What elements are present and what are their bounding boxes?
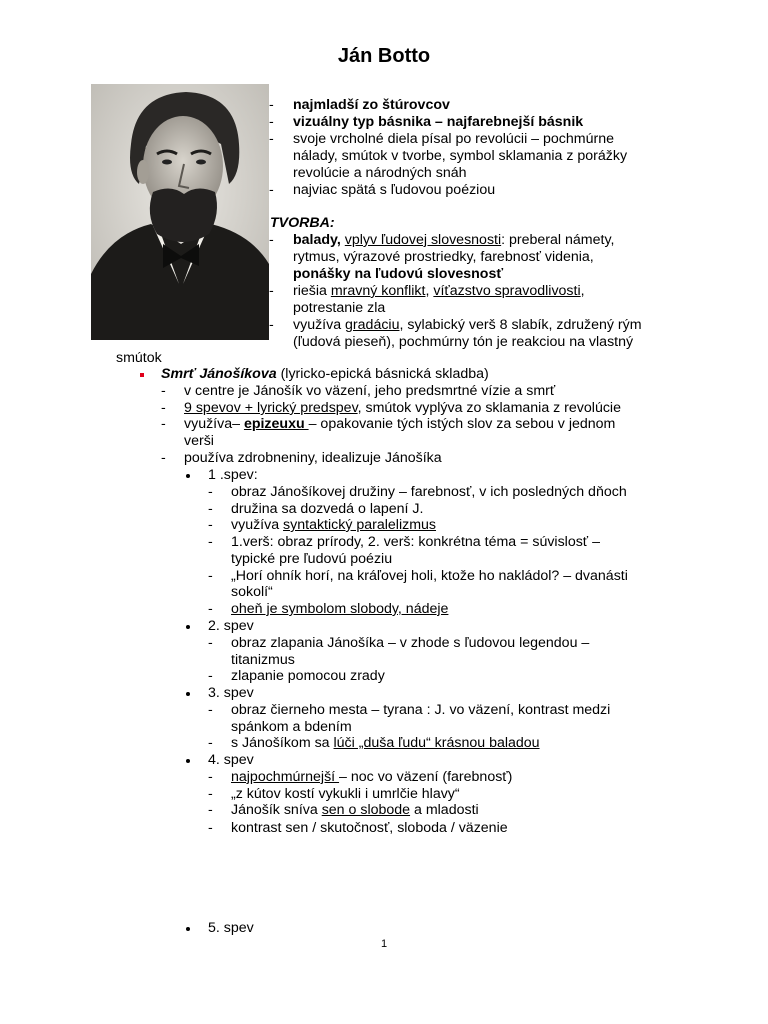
spev1-dash-b [208, 501, 213, 518]
spev4-item-c-a: Jánošík sníva [231, 802, 322, 818]
spev1-item-d-line-1: 1.verš: obraz prírody, 2. verš: konkrétna téma = súvislosť – [231, 534, 600, 550]
spev2-item-a-line-2: titanizmus [231, 652, 295, 668]
bullet-dot-icon [186, 759, 190, 763]
intro-dash-4 [269, 182, 274, 199]
portrait-image [91, 84, 269, 340]
tvorba-item-3-line-3: smútok [116, 350, 162, 366]
tvorba-vitazstvo: víťazstvo spravodlivosti [433, 283, 581, 299]
bullet-dot-icon [186, 692, 190, 696]
tvorba-item-2-a: riešia [293, 283, 331, 299]
smrt-dash-1 [161, 383, 166, 400]
intro-item-3-line-2: nálady, smútok v tvorbe, symbol sklamania z porážky [293, 148, 628, 164]
spev3-label: 3. spev [208, 685, 254, 701]
tvorba-balady: balady, [293, 232, 341, 248]
bullet-dot-icon [186, 625, 190, 629]
intro-dash-1 [269, 97, 274, 114]
tvorba-item-3-a: využíva [293, 317, 346, 333]
bullet-dot-icon [186, 474, 190, 478]
tvorba-mravny-konflikt: mravný konflikt [330, 283, 426, 299]
spev4-label: 4. spev [208, 752, 254, 768]
tvorba-item-1-line-3: ponášky na ľudovú slovesnosť [293, 266, 504, 282]
spev4-item-c [231, 802, 479, 819]
spev1-item-e-line-2: sokolí“ [231, 584, 273, 600]
spev4-dash-d [208, 820, 213, 837]
spev2-label: 2. spev [208, 618, 254, 634]
spev4-dash-b [208, 786, 213, 803]
tvorba-dash-3 [269, 317, 274, 334]
smrt-item-3-c: – opakovanie tých istých slov za sebou v jednom [308, 416, 616, 432]
spev1-dash-e [208, 568, 213, 585]
spev4-item-b: „z kútov kostí vykukli i umrlčie hlavy“ [231, 786, 460, 802]
spev1-item-f: oheň je symbolom slobody, nádeje [231, 601, 449, 617]
spev2-dash-a [208, 635, 213, 652]
spev1-item-e-line-1: „Horí ohník horí, na kráľovej holi, ktože ho nakládol? – dvanásti [231, 568, 628, 584]
smrt-title: Smrť Jánošíkova [161, 366, 277, 382]
spev1-item-c-a: využíva [231, 517, 284, 533]
smrt-item-2-rest: , smútok vyplýva zo sklamania z revolúcie [357, 400, 621, 416]
spev3-duša-ludu: lúči „duša ľudu“ krásnou baladou [333, 735, 540, 751]
spev1-item-a: obraz Jánošíkovej družiny – farebnosť, v ich posledných dňoch [231, 484, 627, 500]
red-bullet-icon [140, 373, 144, 377]
smrt-epizeuxa: epizeuxu [243, 416, 309, 432]
spev3-item-b [231, 735, 540, 752]
spev5-label: 5. spev [208, 920, 254, 936]
smrt-dash-2 [161, 400, 166, 417]
spev2-dash-b [208, 668, 213, 685]
smrt-item-3-a: využíva– [184, 416, 244, 432]
spev4-item-d: kontrast sen / skutočnosť, sloboda / väzenie [231, 820, 508, 836]
spev2-item-b: zlapanie pomocou zrady [231, 668, 385, 684]
intro-dash-3 [269, 131, 274, 148]
intro-item-3-line-1: svoje vrcholné diela písal po revolúcii – pochmúrne [293, 131, 614, 147]
spev4-sen-o-slobode: sen o slobode [321, 802, 411, 818]
spev4-dash-a [208, 769, 213, 786]
smrt-dash-3 [161, 416, 166, 433]
tvorba-item-2-line-2: potrestanie zla [293, 300, 386, 316]
spev4-item-a [231, 769, 512, 786]
tvorba-dash-1 [269, 232, 274, 249]
spev3-item-b-a: s Jánošíkom sa [231, 735, 334, 751]
tvorba-item-2-line-1 [293, 283, 585, 300]
tvorba-item-3-line-2: (ľudová pieseň), pochmúrny tón je reakciou na vlastný [293, 334, 634, 350]
tvorba-gradacia: gradáciu [345, 317, 400, 333]
page-title: Ján Botto [337, 45, 431, 67]
smrt-item-2 [184, 400, 621, 417]
spev3-item-a-line-1: obraz čierneho mesta – tyrana : J. vo väzení, kontrast medzi [231, 702, 611, 718]
spev3-dash-a [208, 702, 213, 719]
intro-item-4: najviac spätá s ľudovou poéziou [293, 182, 496, 198]
spev1-dash-f [208, 601, 213, 618]
intro-dash-2 [269, 114, 274, 131]
spev1-item-d-line-2: typické pre ľudovú poéziu [231, 551, 393, 567]
spev3-item-a-line-2: spánkom a bdením [231, 719, 352, 735]
tvorba-item-1-rest: : preberal námety, [501, 232, 615, 248]
smrt-item-4: používa zdrobneniny, idealizuje Jánošíka [184, 450, 442, 466]
intro-item-3-line-3: revolúcie a národných snáh [293, 165, 467, 181]
spev1-item-b: družina sa dozvedá o lapení J. [231, 501, 424, 517]
smrt-dash-4 [161, 450, 166, 467]
spev3-dash-b [208, 735, 213, 752]
spev1-dash-d [208, 534, 213, 551]
smrt-heading [161, 366, 489, 383]
spev4-item-a-rest: – noc vo väzení (farebnosť) [339, 769, 513, 785]
spev4-item-c-c: a mladosti [410, 802, 479, 818]
bullet-dot-icon [186, 927, 190, 931]
smrt-subtitle: (lyricko-epická básnická skladba) [276, 366, 489, 382]
portrait-illustration [91, 84, 269, 340]
smrt-item-1: v centre je Jánošík vo väzení, jeho predsmrtné vízie a smrť [184, 383, 556, 399]
tvorba-item-2-c: , [425, 283, 434, 299]
spev1-label: 1 .spev: [208, 467, 258, 483]
spev1-item-c [231, 517, 436, 534]
spev2-item-a-line-1: obraz zlapania Jánošíka – v zhode s ľudovou legendou – [231, 635, 590, 651]
tvorba-vplyv: vplyv ľudovej slovesnosti [344, 232, 502, 248]
page-number: 1 [380, 938, 388, 950]
intro-item-1: najmladší zo štúrovcov [293, 97, 450, 113]
smrt-item-3-line-2: verši [184, 433, 214, 449]
intro-item-2: vizuálny typ básnika – najfarebnejší básnik [293, 114, 584, 130]
tvorba-item-1-line-1 [293, 232, 614, 249]
spev1-paralelizmus: syntaktický paralelizmus [283, 517, 437, 533]
tvorba-heading: TVORBA: [270, 215, 335, 231]
smrt-item-3-line-1 [184, 416, 615, 433]
tvorba-item-1-line-2: rytmus, výrazové prostriedky, farebnosť videnia, [293, 249, 594, 265]
tvorba-item-3-c: , sylabický verš 8 slabík, združený rým [399, 317, 642, 333]
spev1-dash-c [208, 517, 213, 534]
smrt-spevy: 9 spevov + lyrický predspev [184, 400, 358, 416]
spev4-najpochmurnejsi: najpochmúrnejší [231, 769, 340, 785]
tvorba-item-2-e: , [580, 283, 585, 299]
spev4-dash-c [208, 802, 213, 819]
tvorba-item-3-line-1 [293, 317, 642, 334]
spev1-dash-a [208, 484, 213, 501]
tvorba-dash-2 [269, 283, 274, 300]
